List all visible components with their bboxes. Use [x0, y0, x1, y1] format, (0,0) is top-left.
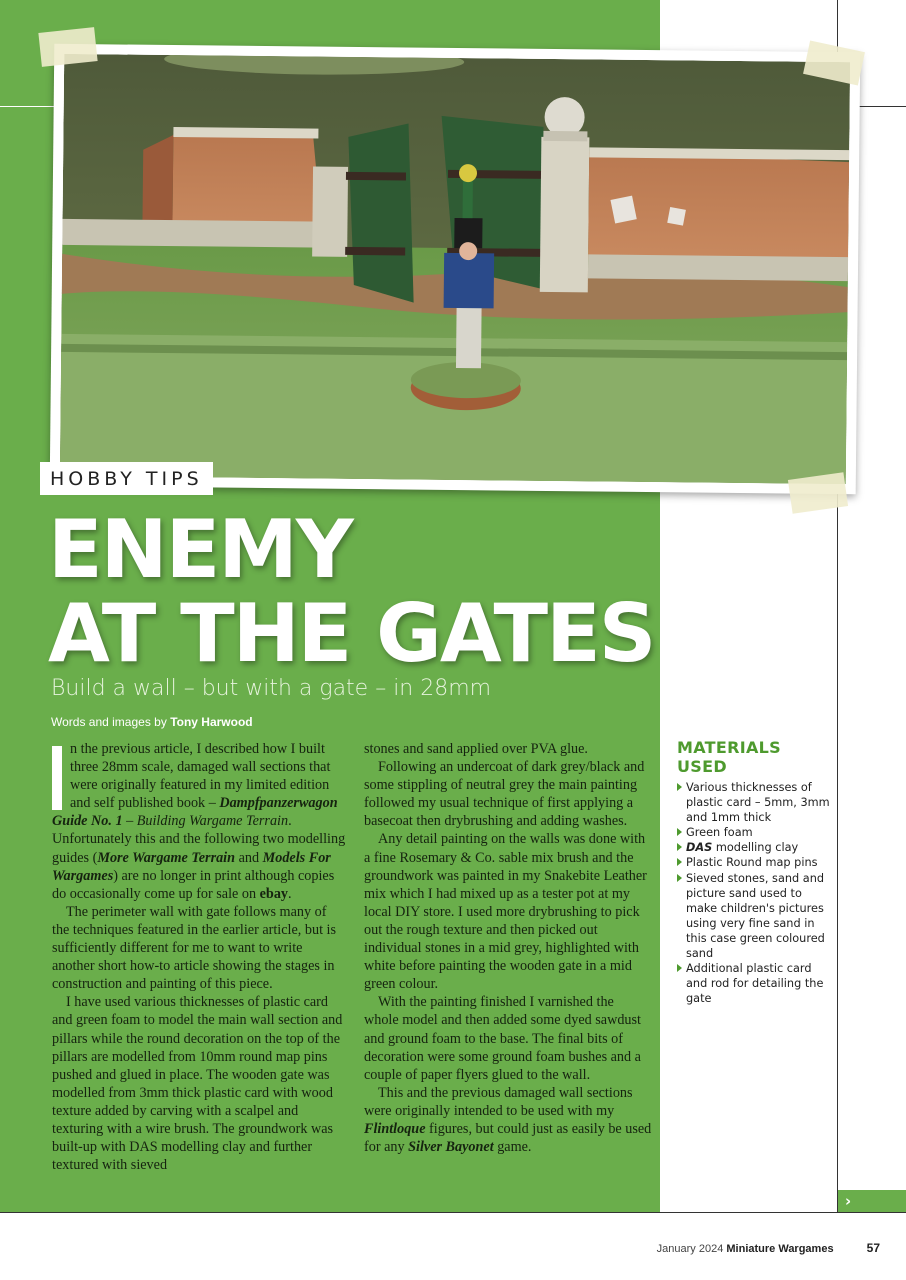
- drop-cap: [52, 746, 62, 810]
- materials-item: Various thicknesses of plastic card – 5mm, 3mm and 1mm thick: [677, 780, 835, 825]
- article-paragraph: n the previous article, I described how I built three 28mm scale, damaged wall sections that were originally featured in my limited edition and self published book – Dampfpanzerwagon Guide No. 1 – Building Wargame Terrain. Unfortunately this and the following two modelling guides (More Wargame Terrain and Models For Wargames) are no longer in print although copies do occasionally come up for sale on ebay.: [52, 741, 346, 902]
- article-paragraph: Following an undercoat of dark grey/black and some stippling of neutral grey the main painting followed my usual technique of first applying a basecoat then drybrushing and adding washes.: [364, 759, 645, 830]
- article-paragraph: stones and sand applied over PVA glue.: [364, 741, 588, 757]
- section-tag: HOBBY TIPS: [40, 462, 213, 495]
- byline-author: Tony Harwood: [170, 715, 253, 729]
- page-footer: [657, 1241, 880, 1255]
- tape-strip: [788, 472, 848, 513]
- materials-item: DAS modelling clay: [677, 840, 835, 855]
- materials-sidebar: [677, 738, 835, 1006]
- footer-divider-rule: [0, 1212, 906, 1213]
- headline: [48, 503, 658, 680]
- materials-item: Additional plastic card and rod for detailing the gate: [677, 961, 835, 1006]
- wall-gate-model-photo: [60, 54, 850, 484]
- article-column-1: [52, 740, 346, 1174]
- divider-rule: [0, 106, 60, 107]
- materials-item: Plastic Round map pins: [677, 855, 835, 870]
- article-paragraph: I have used various thicknesses of plastic card and green foam to model the main wall section and pillars while the round decoration on the top of the pillars are modelled from 10mm round map pins pushed and glued in place. The wooden gate was modelled from 3mm thick plastic card with wood texture added by carving with a scalpel and texturing with a wire brush. The groundwork was built-up with DAS modelling clay and further textured with sieved: [52, 994, 343, 1174]
- article-paragraph: Any detail painting on the walls was done with a fine Rosemary & Co. sable mix brush and the groundwork was painted in my Snakebite Leather mix which I had mixed up as a tester pot at my local DIY store. I used more drybrushing to pick out the rough texture and then picked out individual stones in a mid grey, highlighted with white before painting the wooden gate in a mid green colour.: [364, 831, 647, 993]
- chevron-right-icon: ›: [845, 1192, 852, 1210]
- standfirst: Build a wall – but with a gate – in 28mm: [51, 676, 492, 701]
- footer-magazine: Miniature Wargames: [726, 1243, 834, 1255]
- byline: [51, 715, 253, 729]
- materials-item: Sieved stones, sand and picture sand used to make children's pictures using very fine sand in this case green coloured sand: [677, 871, 835, 962]
- footer-date: January 2024: [656, 1243, 724, 1255]
- page-number: 57: [866, 1241, 880, 1255]
- article-paragraph: This and the previous damaged wall sections were originally intended to be used with my Flintloque figures, but could just as easily be used for any Silver Bayonet game.: [364, 1084, 652, 1156]
- hero-photo: [50, 44, 861, 494]
- materials-list: [677, 780, 835, 1006]
- tape-strip: [38, 27, 97, 67]
- byline-prefix: Words and images by: [51, 715, 167, 729]
- article-paragraph: The perimeter wall with gate follows many of the techniques featured in the earlier article, but is sufficiently different for me to want to write another short how-to article showing the stages in construction and painting of this piece.: [52, 903, 337, 993]
- article-column-2: [364, 740, 652, 1156]
- article-paragraph: With the painting finished I varnished the whole model and then added some dyed sawdust and ground foam to the base. The final bits of decoration were some ground foam bushes and a couple of paper flyers glued to the wall.: [364, 994, 641, 1083]
- materials-title: MATERIALS USED: [677, 738, 781, 776]
- materials-item: Green foam: [677, 825, 835, 840]
- headline-line-2: AT THE GATES: [48, 587, 655, 680]
- headline-line-1: ENEMY: [48, 503, 352, 596]
- photo-illustration: [60, 54, 850, 484]
